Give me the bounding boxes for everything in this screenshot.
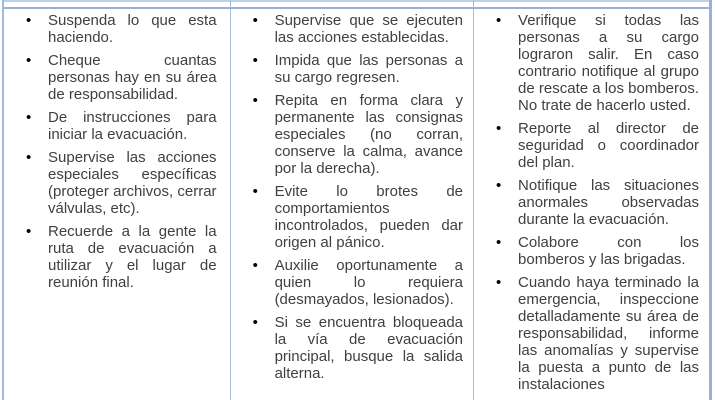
bullet-item bbox=[231, 12, 473, 46]
bullet-item-text: Recuerde a la gente la ruta de evacuación a utilizar y el lugar de reunión final. bbox=[48, 223, 217, 291]
table-cell-column-2 bbox=[231, 9, 474, 400]
bullet-item bbox=[474, 274, 709, 393]
bullet-marker-icon: • bbox=[26, 223, 32, 240]
bullet-item-text: Auxilie oportunamente a quien lo requiera (desmayados, lesionados). bbox=[274, 257, 464, 308]
bullet-item-text: Colabore con los bomberos y las brigadas. bbox=[518, 234, 700, 268]
bullet-item-text: Suspenda lo que esta haciendo. bbox=[48, 12, 217, 46]
bullet-item bbox=[4, 223, 230, 291]
bullet-item bbox=[231, 257, 473, 308]
bullet-marker-icon: • bbox=[252, 52, 258, 69]
table-cell-column-3 bbox=[474, 9, 709, 400]
bullet-marker-icon: • bbox=[496, 177, 502, 194]
bullet-marker-icon: • bbox=[496, 120, 502, 137]
bullet-item bbox=[231, 314, 473, 382]
bullet-item-text: Supervise que se ejecuten las acciones establecidas. bbox=[274, 12, 464, 46]
bullet-marker-icon: • bbox=[496, 274, 502, 291]
bullet-marker-icon: • bbox=[496, 234, 502, 251]
bullet-item bbox=[4, 12, 230, 46]
header-cell-column-1 bbox=[4, 0, 231, 7]
bullet-item bbox=[231, 92, 473, 177]
bullet-item bbox=[474, 234, 709, 268]
bullet-item-text: De instrucciones para iniciar la evacuación. bbox=[48, 109, 217, 143]
bullet-item bbox=[474, 12, 709, 114]
bullet-item-text: Verifique si todas las personas a su cargo lograron salir. En caso contrario notifique al grupo de rescate a los bomberos. No trate de hacerlo usted. bbox=[518, 12, 700, 114]
bullet-item bbox=[4, 109, 230, 143]
bullet-marker-icon: • bbox=[252, 314, 258, 331]
bullet-marker-icon: • bbox=[496, 12, 502, 29]
bullet-marker-icon: • bbox=[26, 52, 32, 69]
table-header-row-clipped bbox=[4, 0, 709, 9]
bullet-item-text: Impida que las personas a su cargo regresen. bbox=[274, 52, 464, 86]
table-cell-column-1 bbox=[4, 9, 231, 400]
bullet-marker-icon: • bbox=[26, 12, 32, 29]
header-cell-column-3 bbox=[474, 0, 709, 7]
bullet-item-text: Notifique las situaciones anormales observadas durante la evacuación. bbox=[518, 177, 700, 228]
bullet-marker-icon: • bbox=[252, 92, 258, 109]
table-body-row bbox=[4, 9, 709, 400]
bullet-list-column-3 bbox=[474, 9, 709, 393]
bullet-item-text: Reporte al director de seguridad o coordinador del plan. bbox=[518, 120, 700, 171]
bullet-marker-icon: • bbox=[252, 12, 258, 29]
bullet-item bbox=[4, 149, 230, 217]
bullet-item-text: Cuando haya terminado la emergencia, inspeccione detalladamente su área de responsabilidad, informe las anomalías y supervise la puesta a punto de las instalaciones bbox=[518, 274, 700, 393]
bullet-list-column-2 bbox=[231, 9, 473, 382]
bullet-item-text: Cheque cuantas personas hay en su área de responsabilidad. bbox=[48, 52, 217, 103]
bullet-item-text: Si se encuentra bloqueada la vía de evacuación principal, busque la salida alterna. bbox=[274, 314, 464, 382]
bullet-item-text: Supervise las acciones especiales específicas (proteger archivos, cerrar válvulas, etc). bbox=[48, 149, 217, 217]
bullet-item-text: Evite lo brotes de comportamientos incontrolados, pueden dar origen al pánico. bbox=[274, 183, 464, 251]
bullet-item bbox=[231, 183, 473, 251]
bullet-marker-icon: • bbox=[252, 183, 258, 200]
bullet-marker-icon: • bbox=[26, 109, 32, 126]
bullet-item bbox=[231, 52, 473, 86]
bullet-list-column-1 bbox=[4, 9, 230, 291]
bullet-marker-icon: • bbox=[26, 149, 32, 166]
header-cell-column-2 bbox=[231, 0, 474, 7]
bullet-item bbox=[474, 177, 709, 228]
bullet-item-text: Repita en forma clara y permanente las consignas especiales (no corran, conserve la calma, avance por la derecha). bbox=[274, 92, 464, 177]
evacuation-procedures-table bbox=[2, 0, 712, 400]
bullet-item bbox=[4, 52, 230, 103]
bullet-item bbox=[474, 120, 709, 171]
bullet-marker-icon: • bbox=[252, 257, 258, 274]
